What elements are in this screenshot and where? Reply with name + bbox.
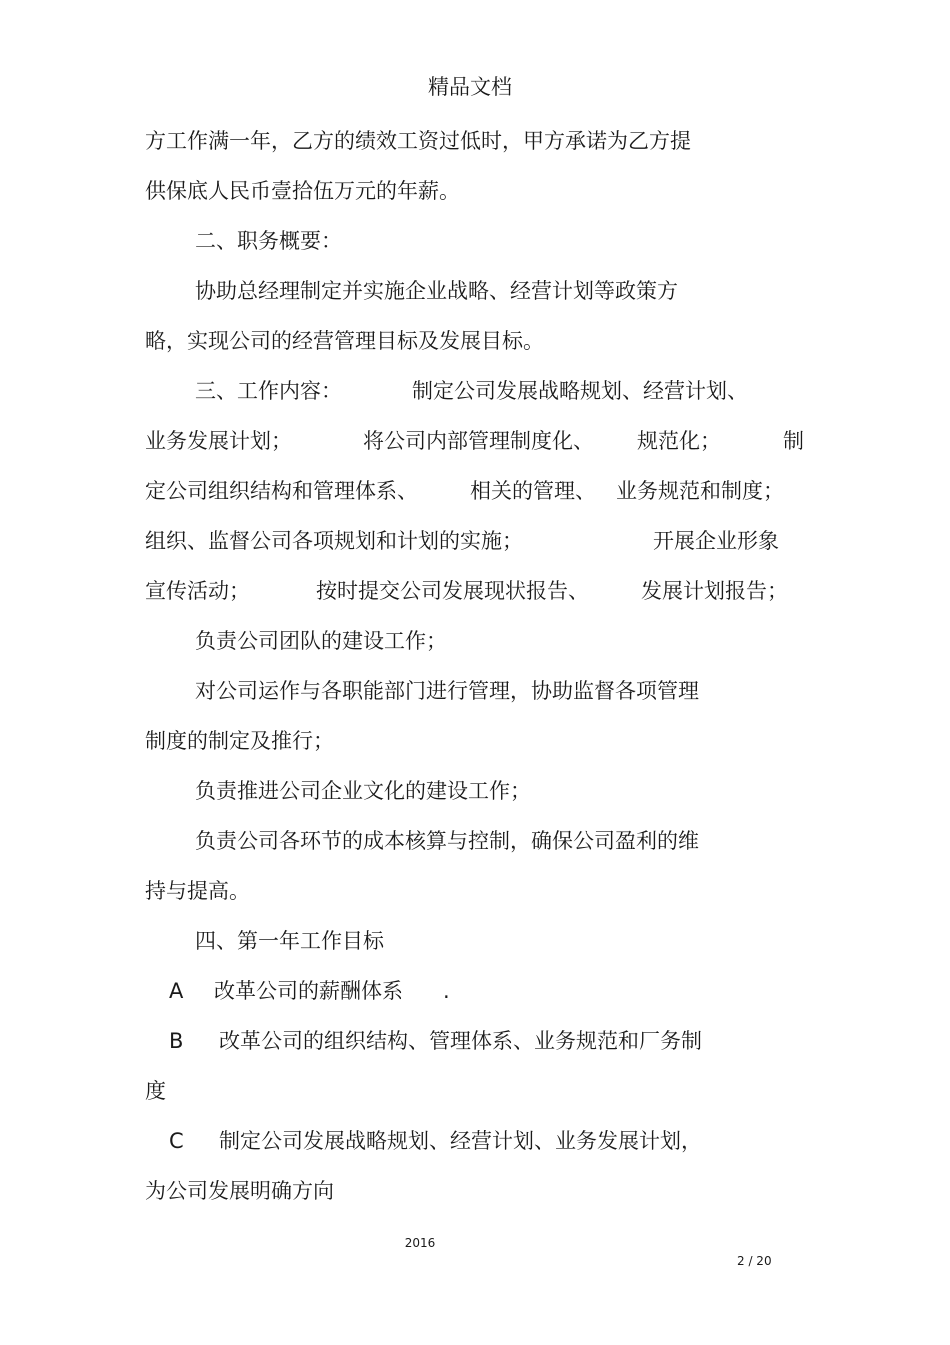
text-segment: 供保底人民币壹拾伍万元的年薪。 <box>145 179 460 203</box>
text-segment: 略，实现公司的经营管理目标及发展目标。 <box>145 329 544 353</box>
text-segment: 组织、监督公司各项规划和计划的实施； <box>145 529 523 553</box>
text-segment: 将公司内部管理制度化、 <box>363 429 594 453</box>
text-segment: 改革公司的组织结构、管理体系、业务规范和厂务制 <box>219 1029 702 1053</box>
text-segment: 方工作满一年，乙方的绩效工资过低时，甲方承诺为乙方提 <box>145 129 691 153</box>
text-segment: 定公司组织结构和管理体系、 <box>145 479 418 503</box>
text-segment: 相关的管理、 <box>470 479 596 503</box>
page-header: 精品文档 <box>428 75 512 99</box>
text-segment: 三、工作内容： <box>195 379 342 403</box>
footer-year: 2016 <box>404 1236 436 1250</box>
text-segment: 规范化； <box>637 429 721 453</box>
text-segment: 业务规范和制度； <box>616 479 784 503</box>
text-segment: 制度的制定及推行； <box>145 729 334 753</box>
text-segment: 度 <box>145 1079 166 1103</box>
text-segment: 按时提交公司发展现状报告、 <box>316 579 589 603</box>
text-segment: 负责公司团队的建设工作； <box>195 629 447 653</box>
goal-marker: B <box>169 1029 184 1053</box>
text-segment: 对公司运作与各职能部门进行管理，协助监督各项管理 <box>195 679 699 703</box>
text-segment: 制 <box>783 429 804 453</box>
text-segment: 持与提高。 <box>145 879 250 903</box>
text-segment: 宣传活动； <box>145 579 250 603</box>
goal-marker: C <box>169 1129 184 1153</box>
text-segment: 改革公司的薪酬体系 <box>214 979 403 1003</box>
text-segment: 开展企业形象 <box>653 529 779 553</box>
text-segment: 二、职务概要： <box>195 229 342 253</box>
text-segment: 制定公司发展战略规划、经营计划、 <box>412 379 748 403</box>
text-segment: 为公司发展明确方向 <box>145 1179 334 1203</box>
page-number: 2 / 20 <box>737 1254 772 1268</box>
text-segment: 发展计划报告； <box>641 579 788 603</box>
text-segment: 负责公司各环节的成本核算与控制，确保公司盈利的维 <box>195 829 699 853</box>
text-segment: 负责推进公司企业文化的建设工作； <box>195 779 531 803</box>
text-segment: 协助总经理制定并实施企业战略、经营计划等政策方 <box>195 279 678 303</box>
text-segment: . <box>443 979 450 1003</box>
text-segment: 制定公司发展战略规划、经营计划、业务发展计划， <box>219 1129 702 1153</box>
goal-marker: A <box>169 979 184 1003</box>
text-segment: 业务发展计划； <box>145 429 292 453</box>
text-segment: 四、第一年工作目标 <box>195 929 384 953</box>
